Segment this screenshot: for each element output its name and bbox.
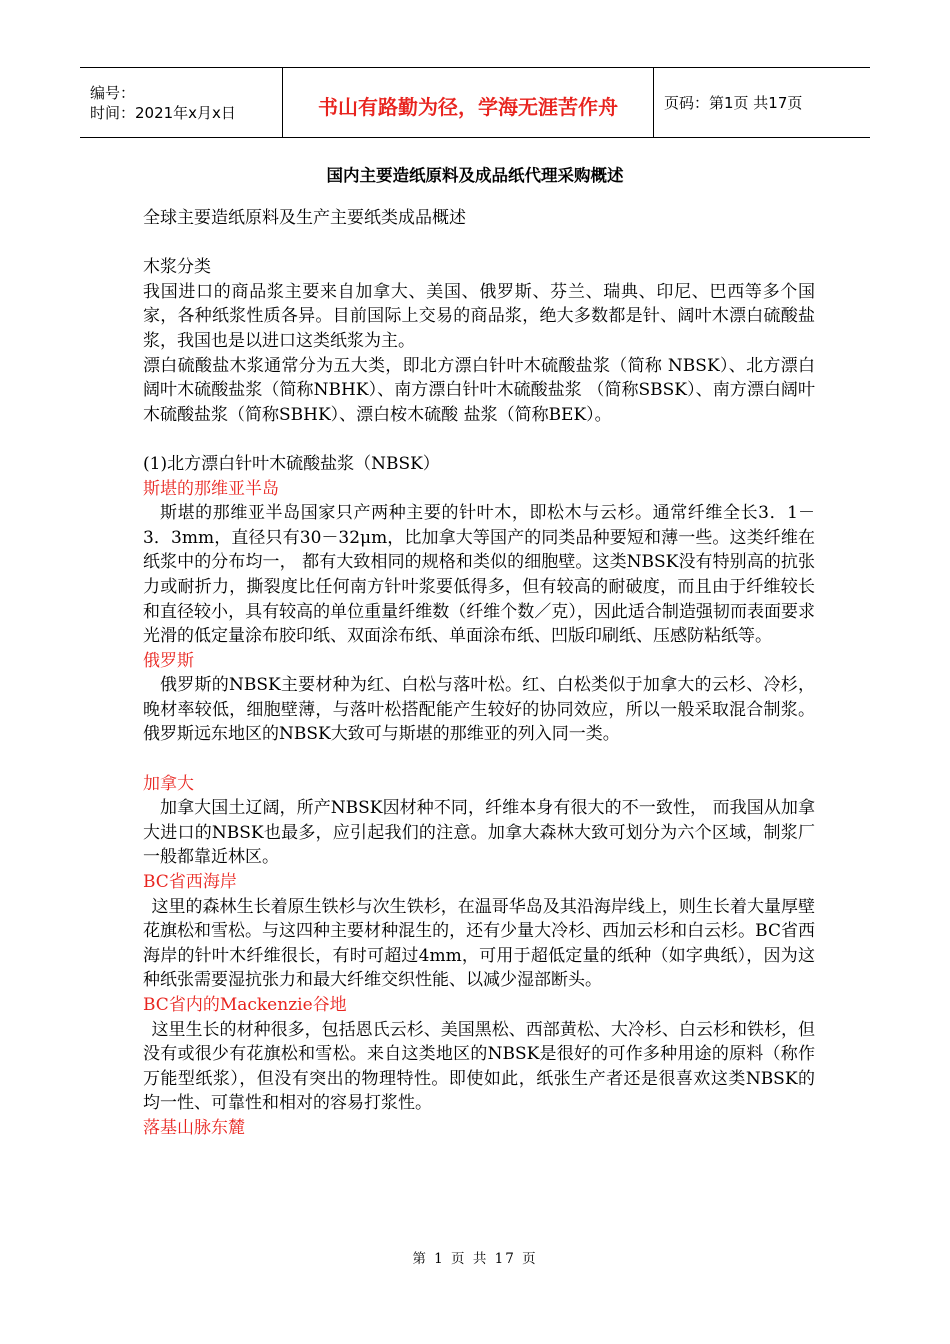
- pulp-paragraph-2: 漂白硫酸盐木浆通常分为五大类，即北方漂白针叶木硫酸盐浆（简称 NBSK）、北方漂白阔叶木硫酸盐浆（简称NBHK）、南方漂白针叶木硫酸盐浆 （简称SBSK）、南方漂白阔叶木硫酸盐浆（简称SBHK）、漂白桉木硫酸 盐浆（简称BEK）。: [143, 355, 815, 425]
- rockies-heading: 落基山脉东麓: [143, 1117, 245, 1138]
- pulp-heading: 木浆分类: [143, 257, 211, 278]
- page-info-text: 页码：第1页 共17页: [664, 94, 803, 112]
- spacer: [143, 231, 815, 256]
- motto-text: 书山有路勤为径，学海无涯苦作舟: [318, 95, 618, 119]
- spacer: [143, 427, 815, 452]
- document-number-label: 编号：: [90, 83, 136, 102]
- document-date: 时间：2021年x月x日: [90, 103, 236, 122]
- document-body: [143, 206, 815, 1141]
- subtitle: 全球主要造纸原料及生产主要纸类成品概述: [143, 208, 466, 228]
- scandinavia-heading: 斯堪的那维亚半岛: [143, 478, 279, 499]
- document-title: 国内主要造纸原料及成品纸代理采购概述: [326, 166, 624, 185]
- header-meta: [80, 68, 282, 137]
- mackenzie-text: 这里生长的材种很多，包括恩氏云杉、美国黑松、西部黄松、大冷杉、白云杉和铁杉，但没有或很少有花旗松和雪松。来自这类地区的NBSK是很好的可作多种用途的原料（称作万能型纸浆），但没有突出的物理特性。即使如此，纸张生产者还是很喜欢这类NBSK的均一性、可靠性和相对的容易打浆性。: [143, 1019, 815, 1114]
- spacer: [143, 747, 815, 772]
- scandinavia-text: 斯堪的那维亚半岛国家只产两种主要的针叶木，即松木与云杉。通常纤维全长3．1－3．3mm，直径只有30－32μm，比加拿大等国产的同类品种要短和薄一些。这类纤维在纸浆中的分布均一， 都有大致相同的规格和类似的细胞壁。这类NBSK没有特别高的抗张力或耐折力，撕裂度比任何南方针叶浆要低得多，但有较高的耐破度，而且由于纤维较长和直径较小，具有较高的单位重量纤维数（纤维个数／克），因此适合制造强韧而表面要求光滑的低定量涂布胶印纸、双面涂布纸、单面涂布纸、凹版印刷纸、压感防粘纸等。: [143, 503, 815, 647]
- mackenzie-heading: BC省内的Mackenzie谷地: [143, 995, 347, 1015]
- nbsk-heading: (1)北方漂白针叶木硫酸盐浆（NBSK）: [143, 453, 440, 474]
- canada-heading: 加拿大: [143, 773, 194, 794]
- header-page-info: [654, 68, 870, 137]
- bc-west-coast-heading: BC省西海岸: [143, 872, 237, 893]
- page-header: [80, 67, 870, 138]
- canada-text: 加拿大国土辽阔，所产NBSK因材种不同，纤维本身有很大的不一致性， 而我国从加拿大进口的NBSK也最多，应引起我们的注意。加拿大森林大致可划分为六个区域，制浆厂一般都靠近林区。: [143, 798, 815, 868]
- russia-text: 俄罗斯的NBSK主要材种为红、白松与落叶松。红、白松类似于加拿大的云杉、冷杉，晚材率较低，细胞壁薄，与落叶松搭配能产生较好的协同效应，所以一般采取混合制浆。俄罗斯远东地区的NBSK大致可与斯堪的那维亚的列入同一类。: [143, 675, 815, 745]
- russia-heading: 俄罗斯: [143, 650, 194, 671]
- bc-west-coast-text: 这里的森林生长着原生铁杉与次生铁杉，在温哥华岛及其沿海岸线上，则生长着大量厚壁花旗松和雪松。与这四种主要材种混生的，还有少量大冷杉、西加云杉和白云杉。BC省西海岸的针叶木纤维很长，有时可超过4mm，可用于超低定量的纸种（如字典纸），因为这种纸张需要湿抗张力和最大纤维交织性能、以减少湿部断头。: [143, 896, 815, 991]
- page-footer: 第 1 页 共 17 页: [412, 1251, 538, 1267]
- header-motto: [282, 68, 654, 137]
- pulp-paragraph-1: 我国进口的商品浆主要来自加拿大、美国、俄罗斯、芬兰、瑞典、印尼、巴西等多个国家，各种纸浆性质各异。目前国际上交易的商品浆，绝大多数都是针、阔叶木漂白硫酸盐浆，我国也是以进口这类纸浆为主。: [143, 281, 815, 351]
